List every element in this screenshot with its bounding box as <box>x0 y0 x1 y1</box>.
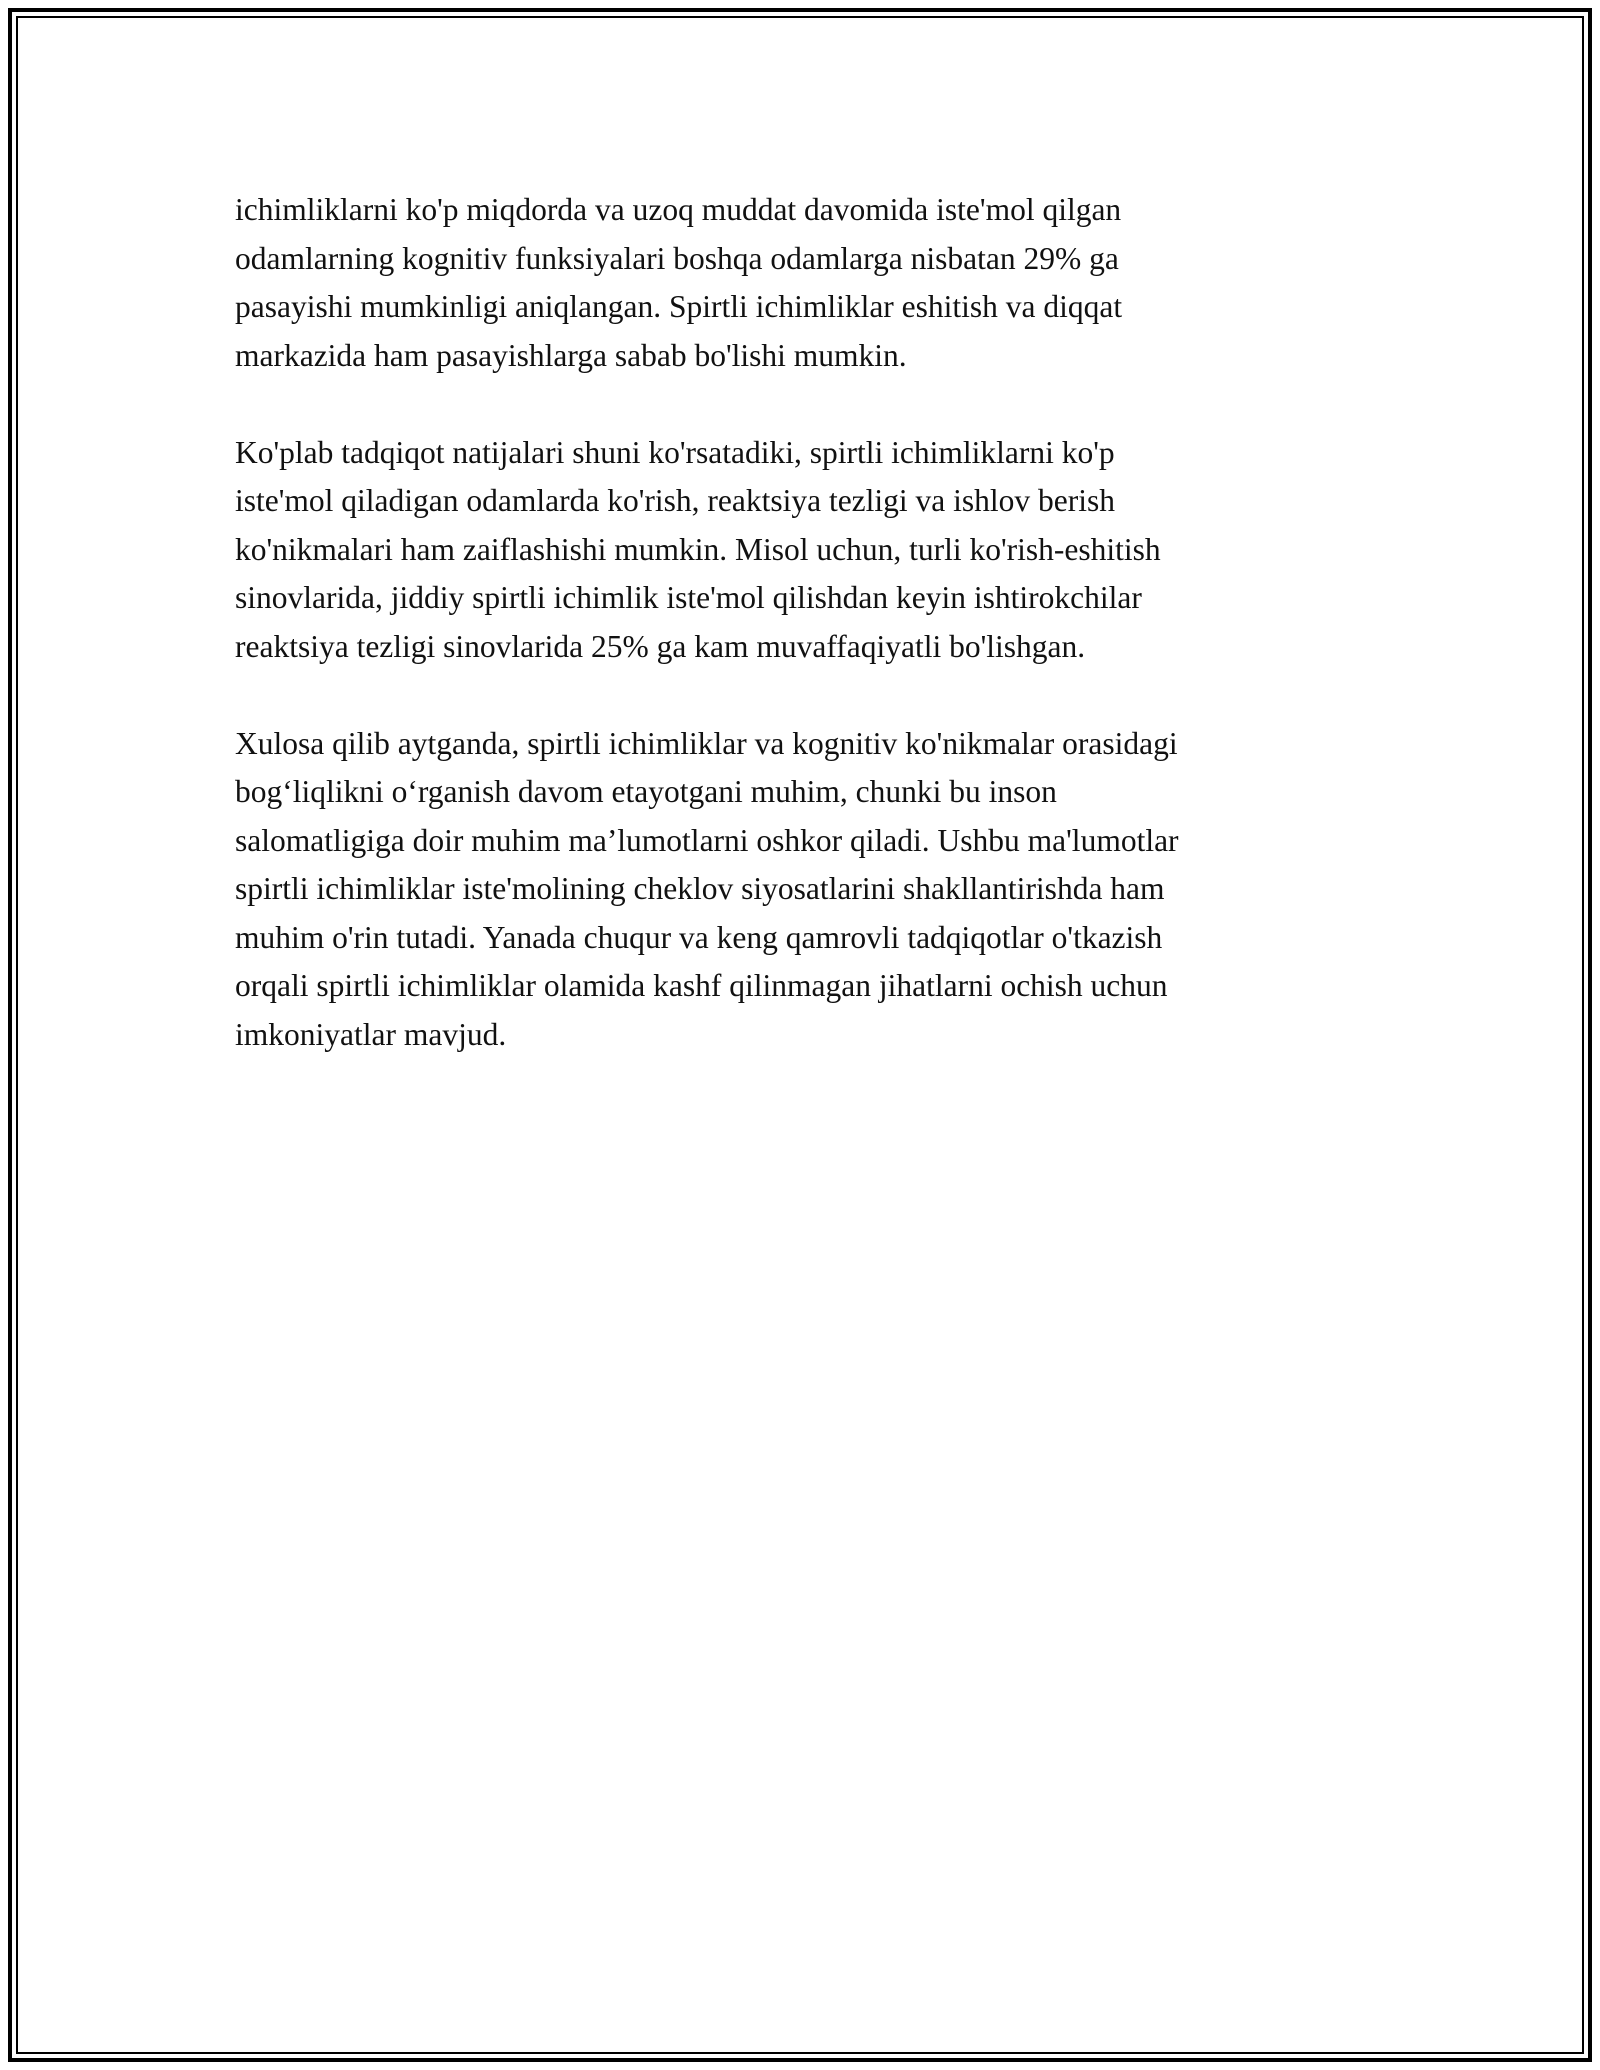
document-body <box>235 186 1375 1108</box>
paragraph-1: ichimliklarni ko'p miqdorda va uzoq muddat davomida iste'mol qilgan odamlarning kognitiv funksiyalari boshqa odamlarga nisbatan 29% ga pasayishi mumkinligi aniqlangan. Spirtli ichimliklar eshitish va diqqat markazida ham pasayishlarga sabab bo'lishi mumkin. <box>235 192 1123 373</box>
paragraph-3: Xulosa qilib aytganda, spirtli ichimliklar va kognitiv ko'nikmalar orasidagi bog‘liqlikni o‘rganish davom etayotgani muhim, chunki bu inson salomatligiga doir muhim ma’lumotlarni oshkor qiladi. Ushbu ma'lumotlar spirtli ichimliklar iste'molining cheklov siyosatlarini shakllantirishda ham muhim o'rin tutadi. Yanada chuqur va keng qamrovli tadqiqotlar o'tkazish orqali spirtli ichimliklar olamida kashf qilinmagan jihatlarni ochish uchun imkoniyatlar mavjud. <box>235 725 1179 1052</box>
paragraph-2: Ko'plab tadqiqot natijalari shuni ko'rsatadiki, spirtli ichimliklarni ko'p iste'mol qiladigan odamlarda ko'rish, reaktsiya tezligi va ishlov berish ko'nikmalari ham zaiflashishi mumkin. Misol uchun, turli ko'rish-eshitish sinovlarida, jiddiy spirtli ichimlik iste'mol qilishdan keyin ishtirokchilar reaktsiya tezligi sinovlarida 25% ga kam muvaffaqiyatli bo'lishgan. <box>235 434 1161 664</box>
